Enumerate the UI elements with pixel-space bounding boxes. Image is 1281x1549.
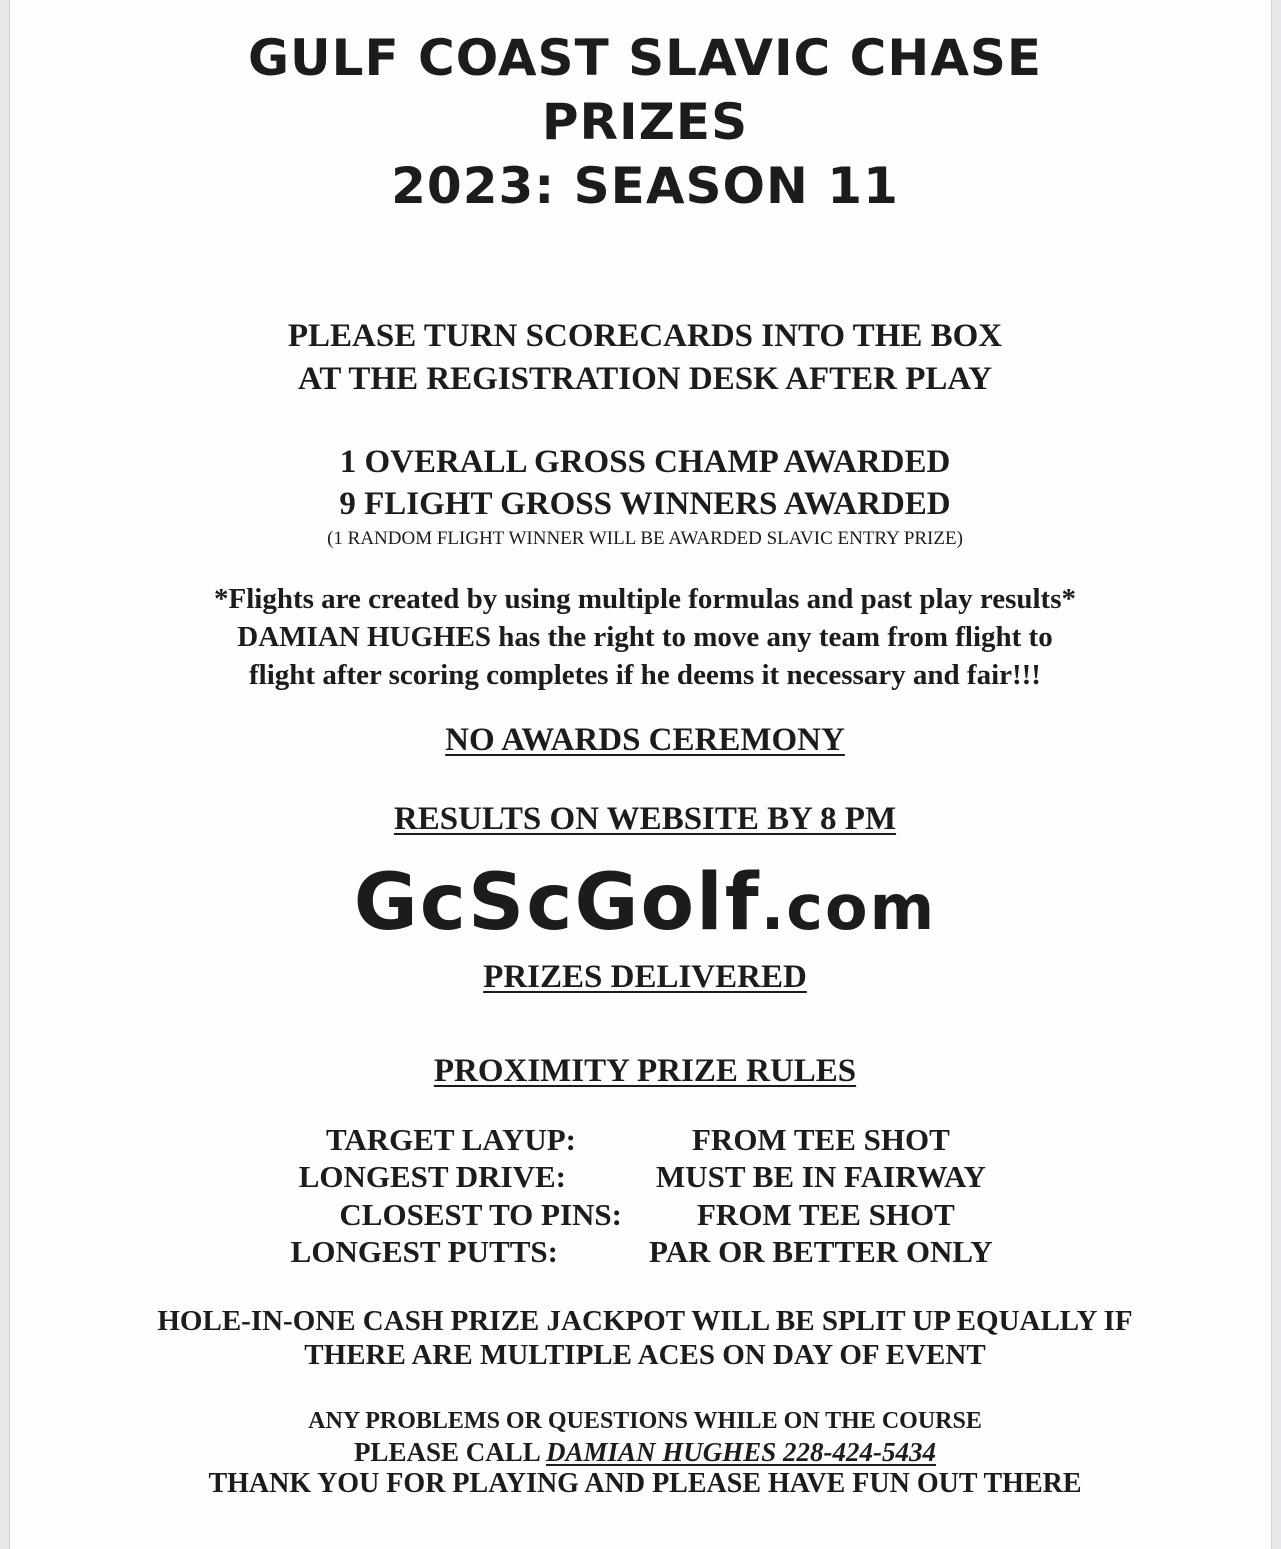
scorecards-line-1: PLEASE TURN SCORECARDS INTO THE BOX xyxy=(287,318,1003,354)
rule-detail: MUST BE IN FAIRWAY xyxy=(656,1159,986,1194)
contact-prefix: PLEASE CALL xyxy=(353,1437,546,1467)
prizes-delivered-heading: PRIZES DELIVERED xyxy=(483,959,807,995)
contact-line-2 xyxy=(0,1435,1281,1469)
title-line-1: GULF COAST SLAVIC CHASE xyxy=(247,29,1043,87)
proximity-heading: PROXIMITY PRIZE RULES xyxy=(433,1053,857,1089)
awards-line-1: 1 OVERALL GROSS CHAMP AWARDED xyxy=(339,444,951,480)
awards-note: (1 RANDOM FLIGHT WINNER WILL BE AWARDED SLAVIC ENTRY PRIZE) xyxy=(327,528,963,549)
no-ceremony-heading: NO AWARDS CEREMONY xyxy=(445,722,845,758)
contact-phone: DAMIAN HUGHES 228-424-5434 xyxy=(546,1437,937,1467)
website-name xyxy=(0,858,1281,953)
flights-line-1: *Flights are created by using multiple formulas and past play results* xyxy=(213,583,1076,615)
flights-line-3: flight after scoring completes if he deems it necessary and fair!!! xyxy=(249,659,1041,691)
rule-detail: PAR OR BETTER ONLY xyxy=(649,1234,993,1269)
contact-line-1: ANY PROBLEMS OR QUESTIONS WHILE ON THE COURSE xyxy=(308,1408,982,1434)
flights-line-2: DAMIAN HUGHES has the right to move any team from flight to xyxy=(237,621,1053,653)
rule-detail: FROM TEE SHOT xyxy=(692,1122,950,1157)
hole-in-one-line-2: THERE ARE MULTIPLE ACES ON DAY OF EVENT xyxy=(304,1339,986,1371)
results-heading: RESULTS ON WEBSITE BY 8 PM xyxy=(393,801,897,837)
title-line-2: PRIZES xyxy=(541,93,749,151)
rule-name: LONGEST DRIVE: xyxy=(298,1159,566,1194)
rule-name: TARGET LAYUP: xyxy=(325,1122,576,1157)
rule-detail: FROM TEE SHOT xyxy=(697,1197,955,1232)
rule-name: LONGEST PUTTS: xyxy=(290,1234,558,1269)
hole-in-one-line-1: HOLE-IN-ONE CASH PRIZE JACKPOT WILL BE SPLIT UP EQUALLY IF xyxy=(157,1305,1133,1337)
awards-line-2: 9 FLIGHT GROSS WINNERS AWARDED xyxy=(339,486,951,522)
contact-line-3: THANK YOU FOR PLAYING AND PLEASE HAVE FUN OUT THERE xyxy=(208,1468,1082,1499)
website-suffix: .com xyxy=(760,871,937,944)
title-line-3: 2023: SEASON 11 xyxy=(391,157,899,215)
rule-name: CLOSEST TO PINS: xyxy=(339,1197,622,1232)
website-main: GcScGolf xyxy=(353,858,761,948)
scorecards-line-2: AT THE REGISTRATION DESK AFTER PLAY xyxy=(297,361,993,397)
